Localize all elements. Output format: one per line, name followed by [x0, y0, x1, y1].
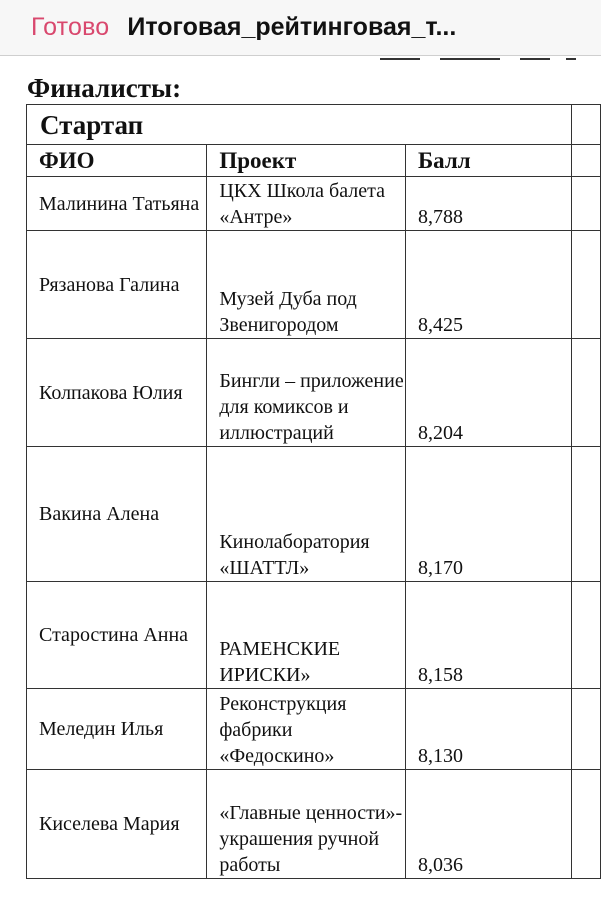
blank-cell — [572, 231, 601, 339]
blank-cell — [572, 145, 601, 177]
finalist-project: Музей Дуба под Звенигородом — [207, 231, 406, 339]
table-row — [27, 339, 601, 447]
finalist-score: 8,036 — [405, 770, 571, 879]
table-header-row — [27, 145, 601, 177]
blank-cell — [572, 447, 601, 582]
finalist-name: Малинина Татьяна — [27, 177, 207, 231]
blank-cell — [572, 770, 601, 879]
finalist-score: 8,170 — [405, 447, 571, 582]
finalist-project: ЦКХ Школа балета «Антре» — [207, 177, 406, 231]
column-header-score: Балл — [405, 145, 571, 177]
blank-cell — [572, 689, 601, 770]
column-header-project: Проект — [207, 145, 406, 177]
finalist-name: Меледин Илья — [27, 689, 207, 770]
previous-page-text-fragment — [380, 56, 580, 65]
finalist-project: Кинолаборатория «ШАТТЛ» — [207, 447, 406, 582]
table-row — [27, 770, 601, 879]
finalist-project: РАМЕНСКИЕ ИРИСКИ» — [207, 582, 406, 689]
column-header-name: ФИО — [27, 145, 207, 177]
finalist-score: 8,204 — [405, 339, 571, 447]
finalist-score: 8,158 — [405, 582, 571, 689]
category-title: Стартап — [27, 105, 572, 145]
top-toolbar — [0, 0, 601, 56]
blank-cell — [572, 582, 601, 689]
finalists-table — [26, 104, 601, 879]
finalist-project: Реконструкция фабрики «Федоскино» — [207, 689, 406, 770]
category-row — [27, 105, 601, 145]
table-row — [27, 689, 601, 770]
finalist-name: Киселева Мария — [27, 770, 207, 879]
finalist-name: Вакина Алена — [27, 447, 207, 582]
blank-cell — [572, 177, 601, 231]
finalist-project: «Главные ценности»- украшения ручной работы — [207, 770, 406, 879]
document-title: Итоговая_рейтинговая_т... — [127, 13, 457, 41]
finalist-score: 8,130 — [405, 689, 571, 770]
table-row — [27, 447, 601, 582]
finalist-name: Колпакова Юлия — [27, 339, 207, 447]
finalist-project: Бингли – приложение для комиксов и иллюстраций — [207, 339, 406, 447]
table-row — [27, 231, 601, 339]
blank-cell — [572, 105, 601, 145]
section-heading: Финалисты: — [27, 73, 182, 103]
blank-cell — [572, 339, 601, 447]
table-row — [27, 177, 601, 231]
table-row — [27, 582, 601, 689]
finalist-score: 8,788 — [405, 177, 571, 231]
finalist-name: Старостина Анна — [27, 582, 207, 689]
done-button[interactable]: Готово — [31, 13, 110, 41]
finalist-name: Рязанова Галина — [27, 231, 207, 339]
finalist-score: 8,425 — [405, 231, 571, 339]
